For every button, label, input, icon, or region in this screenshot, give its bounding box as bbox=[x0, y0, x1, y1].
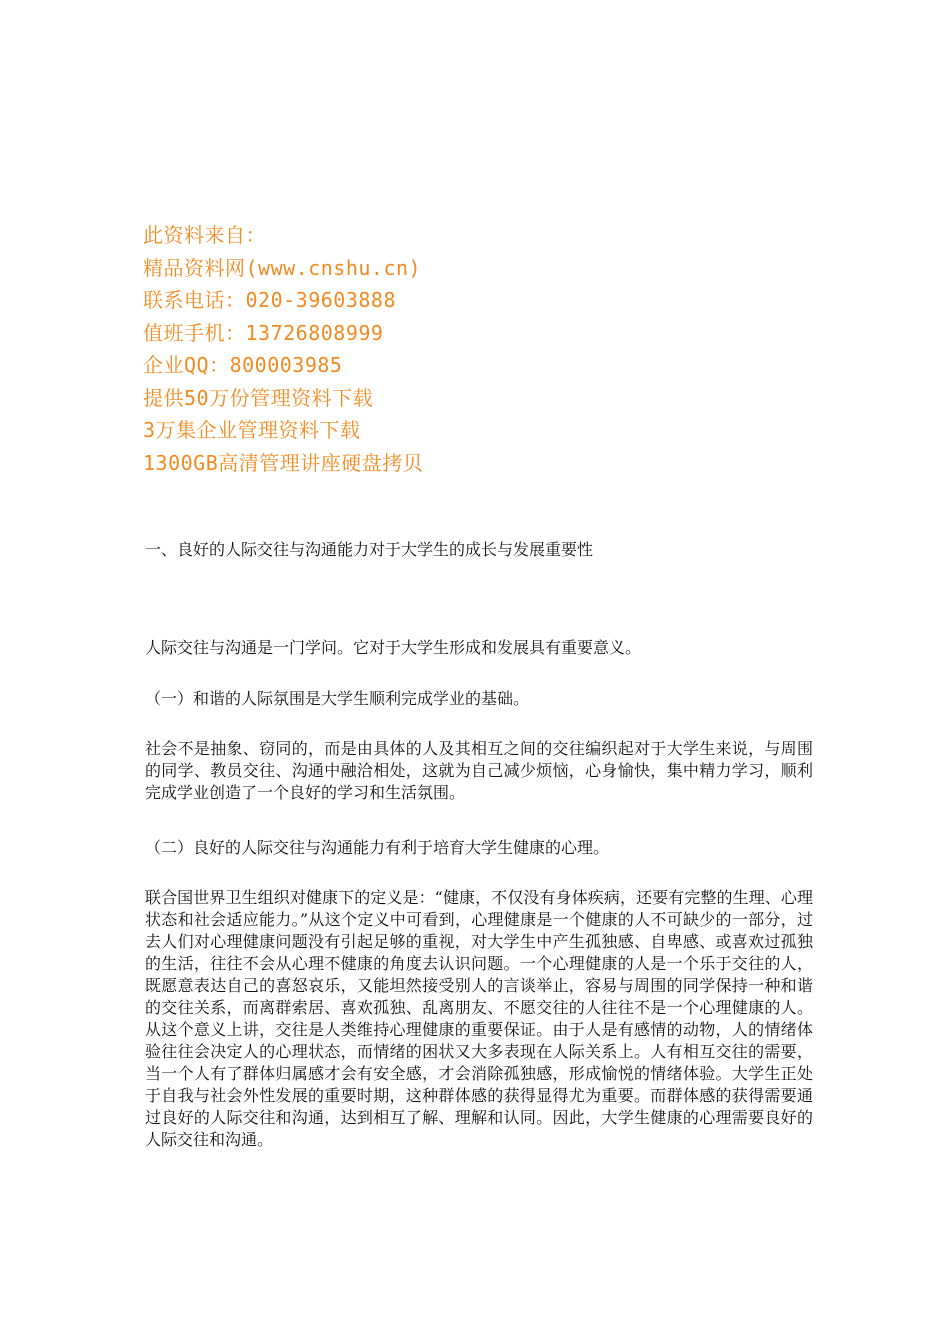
subheading-two: （二）良好的人际交往与沟通能力有利于培育大学生健康的心理。 bbox=[145, 838, 610, 857]
enterprise-download-line: 3万集企业管理资料下载 bbox=[143, 418, 361, 442]
download-offer-line: 提供50万份管理资料下载 bbox=[143, 385, 374, 410]
paragraph-two: 联合国世界卫生组织对健康下的定义是：“健康，不仅没有身体疾病，还要有完整的生理、心理状态和社会适应能力。”从这个定义中可看到，心理健康是一个健康的人不可缺少的一部分，过去人们对心理健康问题没有引起足够的重视，对大学生中产生孤独感、自卑感、或喜欢过孤独的生活，往往不会从心理不健康的角度去认识问题。一个心理健康的人是一个乐于交往的人，既愿意表达自己的喜怒哀乐，又能坦然接受别人的言谈举止，容易与周围的同学保持一种和谐的交往关系，而离群索居、喜欢孤独、乱离朋友、不愿交往的人往往不是一个心理健康的人。从这个意义上讲，交往是人类维持心理健康的重要保证。由于人是有感情的动物，人的情绪体验往往会决定人的心理状态，而情绪的困状又大多表现在人际关系上。人有相互交往的需要，当一个人有了群体归属感才会有安全感，才会消除孤独感，形成愉悦的情绪体验。大学生正处于自我与社会外性发展的重要时期，这种群体感的获得显得尤为重要。而群体感的获得需要通过良好的人际交往和沟通，达到相互了解、理解和认同。因此，大学生健康的心理需要良好的人际交往和沟通。 bbox=[145, 888, 813, 1149]
mobile-phone-line: 值班手机：13726808999 bbox=[143, 320, 384, 345]
subheading-one: （一）和谐的人际氛围是大学生顺利完成学业的基础。 bbox=[145, 689, 530, 708]
contact-phone-line: 联系电话：020-39603888 bbox=[143, 288, 396, 312]
section-heading: 一、良好的人际交往与沟通能力对于大学生的成长与发展重要性 bbox=[145, 540, 594, 559]
company-qq-line: 企业QQ：800003985 bbox=[143, 353, 343, 377]
source-notice-line: 此资料来自： bbox=[143, 223, 266, 247]
lecture-copy-line: 1300GB高清管理讲座硬盘拷贝 bbox=[143, 450, 424, 475]
source-website-line: 精品资料网(www.cnshu.cn) bbox=[143, 255, 422, 280]
paragraph-one: 社会不是抽象、窃同的，而是由具体的人及其相互之间的交往编织起对于大学生来说，与周围的同学、教员交往、沟通中融洽相处，这就为自己减少烦恼，心身愉快，集中精力学习，顺利完成学业创造了一个良好的学习和生活氛围。 bbox=[145, 739, 813, 802]
source-notice bbox=[143, 219, 763, 479]
intro-paragraph: 人际交往与沟通是一门学问。它对于大学生形成和发展具有重要意义。 bbox=[145, 638, 642, 657]
